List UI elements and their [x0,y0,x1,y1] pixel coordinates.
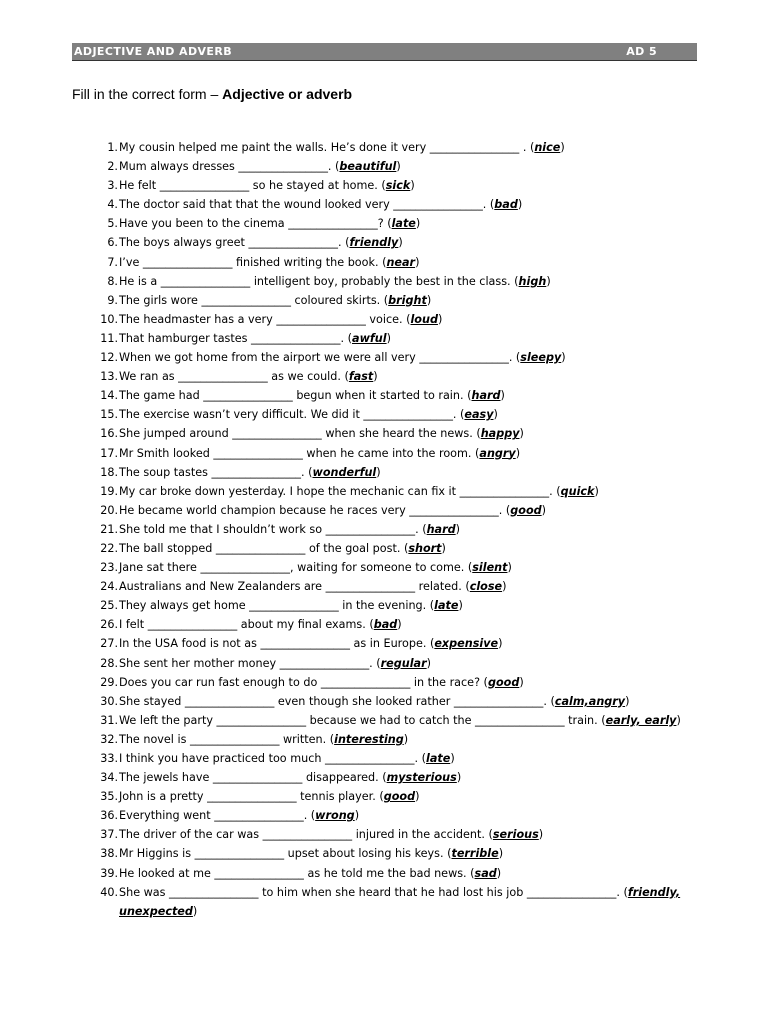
item-sentence [118,482,700,501]
sentence-text: My car broke down yesterday. I hope the mechanic can fix it ________________. ( [119,484,561,498]
item-number: 7. [107,255,118,269]
word-hint: sleepy [520,351,562,365]
item-number: 15. [100,408,118,422]
item-sentence [118,310,700,329]
item-number: 32. [100,732,118,746]
instruction [72,86,352,102]
word-hint: expensive [434,637,499,651]
word-hint: sad [474,866,497,880]
item-number: 11. [100,331,118,345]
word-hint: loud [410,312,438,326]
item-sentence [118,214,700,233]
instruction-bold: Adjective or adverb [222,86,353,102]
exercise-list [84,138,700,921]
exercise-item [84,482,700,501]
item-number: 40. [100,885,118,899]
word-hint: wrong [315,809,355,823]
closing-paren: ) [502,580,507,594]
sentence-text: We left the party ________________ because we had to catch the ________________ train. ( [119,713,606,727]
closing-paren: ) [397,618,402,632]
item-sentence [118,138,700,157]
sentence-text: Mr Higgins is ________________ upset about losing his keys. ( [119,847,452,861]
sentence-text: That hamburger tastes ________________. ( [119,331,353,345]
closing-paren: ) [354,809,360,823]
item-number: 19. [100,484,118,498]
exercise-item [84,558,700,577]
closing-paren: ) [561,351,566,365]
exercise-item [84,424,700,443]
closing-paren: ) [496,866,502,880]
item-number: 38. [100,847,118,861]
sentence-text: Mr Smith looked ________________ when he came into the room. ( [119,446,480,460]
closing-paren: ) [538,828,544,842]
item-sentence [118,768,700,787]
item-number: 24. [100,580,118,594]
word-hint: easy [464,408,494,422]
exercise-item [84,577,700,596]
word-hint: fast [348,370,374,384]
sentence-text: He looked at me ________________ as he told me the bad news. ( [119,866,475,880]
item-number: 9. [107,293,118,307]
item-number: 8. [107,274,118,288]
sentence-text: My cousin helped me paint the walls. He’s done it very ________________ . ( [119,141,535,154]
closing-paren: ) [546,274,551,288]
item-number: 6. [107,236,118,250]
word-hint: wonderful [312,465,377,479]
item-sentence [118,405,700,424]
word-hint: happy [480,427,520,441]
item-number: 3. [107,179,118,193]
word-hint: quick [560,484,595,498]
exercise-item [84,864,700,883]
exercise-item [84,883,700,921]
item-sentence [118,615,700,634]
exercise-item [84,195,700,214]
item-number: 20. [100,503,118,517]
item-sentence [118,157,700,176]
item-number: 23. [100,561,118,575]
sentence-text: They always get home ________________ in the evening. ( [119,599,435,613]
closing-paren: ) [507,561,512,575]
exercise-item [84,329,700,348]
closing-paren: ) [396,160,401,174]
sentence-text: The headmaster has a very ________________ voice. ( [119,312,411,326]
closing-paren: ) [498,847,504,861]
item-sentence [118,692,700,711]
closing-paren: ) [373,370,378,384]
item-sentence [118,825,700,844]
item-number: 5. [107,217,118,231]
word-hint: good [383,790,416,804]
word-hint: late [434,599,459,613]
closing-paren: ) [500,389,505,403]
item-number: 30. [100,694,118,708]
word-hint: early, early [605,713,677,727]
word-hint: regular [380,656,427,670]
word-hint: awful [352,331,387,345]
item-sentence [118,444,700,463]
closing-paren: ) [560,141,565,154]
closing-paren: ) [415,217,421,231]
sentence-text: Jane sat there ________________, waiting for someone to come. ( [119,561,473,575]
sentence-text: He became world champion because he races very ________________. ( [119,503,511,517]
item-number: 35. [100,790,118,804]
item-number: 27. [100,637,118,651]
closing-paren: ) [456,771,462,785]
sentence-text: Mum always dresses ________________. ( [119,160,340,174]
item-sentence [118,711,700,730]
item-sentence [118,634,700,653]
closing-paren: ) [515,446,521,460]
word-hint: short [408,541,442,555]
closing-paren: ) [541,503,547,517]
item-number: 10. [100,312,118,326]
word-hint: mysterious [386,771,457,785]
sentence-text: The jewels have ________________ disappeared. ( [119,771,387,785]
sentence-text: Have you been to the cinema ________________? ( [119,217,392,231]
item-sentence [118,577,700,596]
closing-paren: ) [403,732,409,746]
sentence-text: She sent her mother money ________________. ( [119,656,381,670]
closing-paren: ) [594,484,599,498]
exercise-item [84,634,700,653]
sentence-text: We ran as ________________ as we could. ( [119,370,349,384]
sentence-text: She told me that I shouldn’t work so ________________. ( [119,522,427,536]
item-number: 37. [100,828,118,842]
word-hint: hard [426,522,456,536]
item-sentence [118,367,700,386]
closing-paren: ) [441,541,446,555]
sentence-text: She jumped around ________________ when she heard the news. ( [119,427,481,441]
closing-paren: ) [450,752,455,765]
closing-paren: ) [192,904,198,918]
item-sentence [118,806,700,825]
closing-paren: ) [437,312,443,326]
instruction-prefix: Fill in the correct form – [72,86,223,102]
item-sentence [118,176,700,195]
item-sentence [118,424,700,443]
item-number: 13. [100,370,118,384]
sentence-text: She stayed ________________ even though she looked rather ________________. ( [119,694,555,708]
item-sentence [118,520,700,539]
sentence-text: He is a ________________ intelligent boy, probably the best in the class. ( [119,274,519,288]
item-number: 4. [107,198,118,212]
word-hint: high [518,274,547,288]
word-hint: friendly, unexpected [119,885,681,918]
sentence-text: He felt ________________ so he stayed at home. ( [119,179,386,193]
word-hint: friendly [349,236,399,250]
item-sentence [118,501,700,520]
item-sentence [118,654,700,673]
closing-paren: ) [498,637,503,651]
word-hint: bad [373,618,398,632]
sentence-text: The boys always greet ________________. ( [119,236,350,250]
sentence-text: I think you have practiced too much ________________. ( [119,752,426,765]
exercise-item [84,539,700,558]
closing-paren: ) [386,331,391,345]
exercise-item [84,730,700,749]
item-number: 33. [100,752,118,765]
word-hint: terrible [451,847,499,861]
word-hint: silent [472,561,508,575]
sentence-text: Everything went ________________. ( [119,809,316,823]
sentence-text: I felt ________________ about my final exams. ( [119,618,374,632]
exercise-item [84,596,700,615]
word-hint: near [386,255,416,269]
page-header-bar [72,43,697,61]
item-number: 18. [100,465,118,479]
exercise-item [84,615,700,634]
closing-paren: ) [519,427,524,441]
item-number: 39. [100,866,118,880]
sentence-text: The driver of the car was ________________ injured in the accident. ( [119,828,493,842]
closing-paren: ) [625,694,630,708]
word-hint: angry [479,446,516,460]
exercise-item [84,711,700,730]
item-sentence [118,195,700,214]
item-sentence [118,730,700,749]
sentence-text: She was ________________ to him when she heard that he had lost his job ________________. ( [119,885,628,899]
word-hint: sick [385,179,411,193]
exercise-item [84,806,700,825]
item-number: 1. [107,141,118,154]
sentence-text: I’ve ________________ finished writing the book. ( [119,255,387,269]
item-sentence [118,253,700,272]
item-sentence [118,233,700,252]
header-code: AD 5 [626,45,657,58]
item-sentence [118,291,700,310]
sentence-text: Does you car run fast enough to do ________________ in the race? ( [119,675,488,689]
exercise-item [84,138,700,157]
item-sentence [118,539,700,558]
exercise-item [84,291,700,310]
sentence-text: The game had ________________ begun when it started to rain. ( [119,389,472,403]
item-number: 34. [100,771,118,785]
item-number: 26. [100,618,118,632]
exercise-item [84,348,700,367]
exercise-item [84,444,700,463]
item-number: 14. [100,389,118,403]
exercise-item [84,233,700,252]
item-sentence [118,864,700,883]
exercise-item [84,501,700,520]
exercise-item [84,310,700,329]
item-number: 17. [100,446,118,460]
item-number: 16. [100,427,118,441]
exercise-item [84,272,700,291]
item-number: 31. [100,713,118,727]
item-sentence [118,348,700,367]
exercise-item [84,768,700,787]
word-hint: interesting [334,732,404,746]
sentence-text: The doctor said that that the wound looked very ________________. ( [119,198,495,212]
word-hint: late [391,217,416,231]
closing-paren: ) [676,713,681,727]
word-hint: nice [534,141,561,154]
exercise-item [84,463,700,482]
closing-paren: ) [458,599,463,613]
item-sentence [118,749,700,768]
item-sentence [118,673,700,692]
sentence-text: The ball stopped ________________ of the goal post. ( [119,541,409,555]
item-sentence [118,386,700,405]
exercise-item [84,654,700,673]
item-number: 21. [100,522,118,536]
sentence-text: The soup tastes ________________. ( [119,465,313,479]
word-hint: hard [471,389,501,403]
word-hint: calm,angry [554,694,626,708]
closing-paren: ) [426,656,431,670]
word-hint: close [469,580,503,594]
item-number: 29. [100,675,118,689]
closing-paren: ) [415,790,420,804]
exercise-item [84,749,700,768]
sentence-text: The exercise wasn’t very difficult. We did it ________________. ( [119,408,465,422]
sentence-text: The novel is ________________ written. ( [119,732,335,746]
sentence-text: Australians and New Zealanders are ________________ related. ( [119,580,470,594]
item-sentence [118,329,700,348]
exercise-item [84,825,700,844]
exercise-item [84,673,700,692]
exercise-item [84,386,700,405]
exercise-item [84,253,700,272]
word-hint: late [425,752,451,765]
item-number: 22. [100,541,118,555]
exercise-item [84,405,700,424]
closing-paren: ) [493,408,498,422]
closing-paren: ) [426,293,432,307]
exercise-item [84,367,700,386]
word-hint: serious [492,828,539,842]
header-title: ADJECTIVE AND ADVERB [74,45,232,58]
item-sentence [118,558,700,577]
closing-paren: ) [415,255,420,269]
sentence-text: In the USA food is not as ________________ as in Europe. ( [119,637,435,651]
exercise-item [84,520,700,539]
exercise-item [84,176,700,195]
item-number: 25. [100,599,118,613]
item-sentence [118,596,700,615]
item-number: 28. [100,656,118,670]
sentence-text: When we got home from the airport we were all very ________________. ( [119,351,521,365]
closing-paren: ) [398,236,403,250]
exercise-item [84,692,700,711]
closing-paren: ) [376,465,381,479]
exercise-item [84,787,700,806]
item-number: 2. [107,160,118,174]
closing-paren: ) [517,198,523,212]
item-number: 36. [100,809,118,823]
exercise-item [84,157,700,176]
item-number: 12. [100,351,118,365]
closing-paren: ) [410,179,415,193]
exercise-item [84,214,700,233]
item-sentence [118,787,700,806]
sentence-text: The girls wore ________________ coloured skirts. ( [119,293,389,307]
sentence-text: John is a pretty ________________ tennis player. ( [119,790,384,804]
item-sentence [118,844,700,863]
item-sentence [118,883,700,921]
word-hint: bad [494,198,518,212]
exercise-item [84,844,700,863]
word-hint: good [510,503,542,517]
word-hint: beautiful [339,160,397,174]
word-hint: bright [388,293,427,307]
word-hint: good [487,675,520,689]
closing-paren: ) [455,522,461,536]
item-sentence [118,272,700,291]
item-sentence [118,463,700,482]
closing-paren: ) [519,675,524,689]
